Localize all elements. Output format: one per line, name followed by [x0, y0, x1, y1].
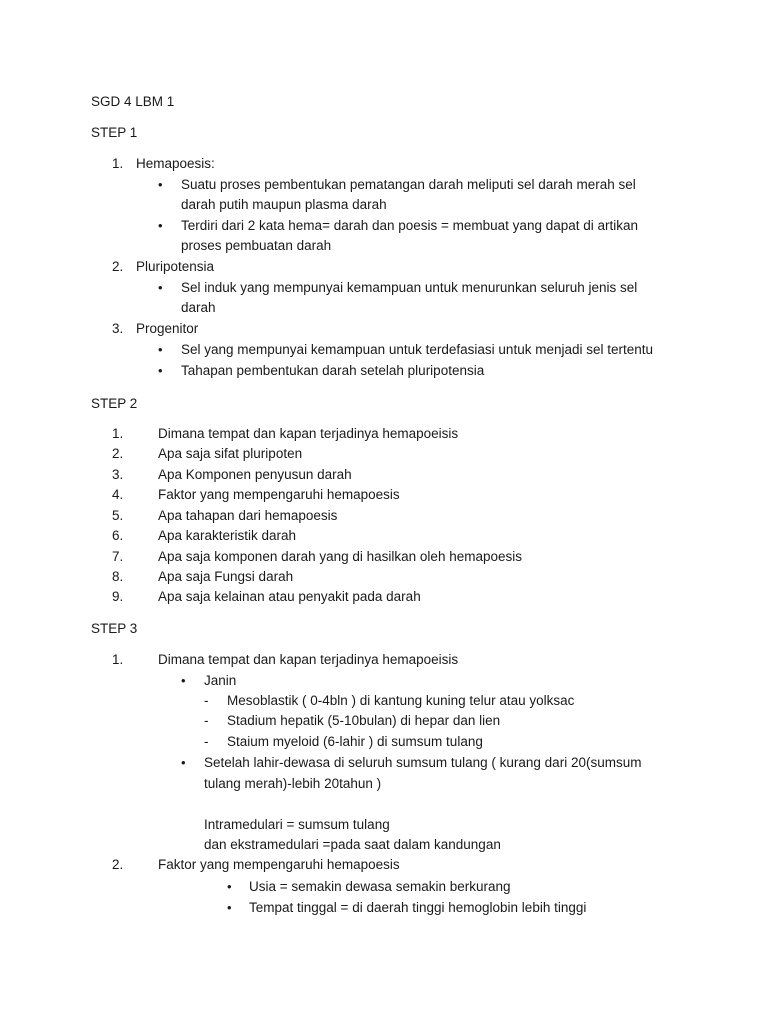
step3-item-number: 2. — [112, 857, 124, 872]
step2-item-number: 6. — [112, 528, 124, 543]
step2-item-text: Apa tahapan dari hemapoesis — [158, 508, 338, 523]
step2-item-text: Apa karakteristik darah — [158, 528, 297, 543]
bullet-text-continued: darah putih maupun plasma darah — [181, 197, 387, 212]
bullet-text: Suatu proses pembentukan pematangan darah meliputi sel darah merah sel — [181, 177, 636, 192]
bullet-icon: • — [227, 879, 232, 894]
step2-item-number: 8. — [112, 569, 124, 584]
step2-item-text: Dimana tempat dan kapan terjadinya hemapoeisis — [158, 426, 459, 441]
step2-item-text: Apa saja komponen darah yang di hasilkan oleh hemapoesis — [158, 549, 522, 564]
bullet-text: Sel induk yang mempunyai kemampuan untuk menurunkan seluruh jenis sel — [181, 280, 638, 295]
step2-item-number: 3. — [112, 467, 124, 482]
bullet-icon: • — [227, 900, 232, 915]
bullet-icon: • — [181, 673, 186, 688]
step1-item-number: 2. — [112, 259, 124, 274]
dash-icon: - — [204, 713, 209, 728]
bullet-text: Tempat tinggal = di daerah tinggi hemoglobin lebih tinggi — [249, 900, 587, 915]
step1-item-number: 3. — [112, 321, 124, 336]
step3-heading: STEP 3 — [91, 621, 138, 636]
step1-item-label: Hemapoesis: — [136, 156, 215, 171]
note-text: dan ekstramedulari =pada saat dalam kandungan — [204, 837, 501, 852]
bullet-text: Terdiri dari 2 kata hema= darah dan poesis = membuat yang dapat di artikan — [181, 218, 639, 233]
step2-item-number: 4. — [112, 487, 124, 502]
dash-text: Mesoblastik ( 0-4bln ) di kantung kuning telur atau yolksac — [227, 693, 575, 708]
janin-label: Janin — [204, 673, 237, 688]
step2-item-text: Apa saja kelainan atau penyakit pada darah — [158, 589, 421, 604]
step2-item-number: 9. — [112, 589, 124, 604]
step2-item-number: 7. — [112, 549, 124, 564]
step2-item-number: 5. — [112, 508, 124, 523]
bullet-icon: • — [181, 755, 186, 770]
dash-icon: - — [204, 693, 209, 708]
step3-item-text: Dimana tempat dan kapan terjadinya hemapoeisis — [158, 652, 459, 667]
bullet-icon: • — [158, 342, 163, 357]
step1-item-label: Pluripotensia — [136, 259, 215, 274]
setelah-text: Setelah lahir-dewasa di seluruh sumsum tulang ( kurang dari 20(sumsum — [204, 755, 642, 770]
bullet-text-continued: proses pembuatan darah — [181, 238, 332, 253]
bullet-text: Usia = semakin dewasa semakin berkurang — [249, 879, 511, 894]
step1-item-label: Progenitor — [136, 321, 199, 336]
bullet-text: Sel yang mempunyai kemampuan untuk terdefasiasi untuk menjadi sel tertentu — [181, 342, 654, 357]
step2-item-number: 2. — [112, 446, 124, 461]
step3-item-number: 1. — [112, 652, 124, 667]
step1-item-number: 1. — [112, 156, 124, 171]
note-text: Intramedulari = sumsum tulang — [204, 817, 390, 832]
document-title: SGD 4 LBM 1 — [91, 94, 175, 109]
setelah-text-continued: tulang merah)-lebih 20tahun ) — [204, 776, 382, 791]
step2-heading: STEP 2 — [91, 396, 138, 411]
step1-heading: STEP 1 — [91, 125, 138, 140]
step2-item-text: Apa saja Fungsi darah — [158, 569, 294, 584]
bullet-icon: • — [158, 280, 163, 295]
dash-text: Stadium hepatik (5-10bulan) di hepar dan lien — [227, 713, 501, 728]
dash-text: Staium myeloid (6-lahir ) di sumsum tulang — [227, 734, 483, 749]
dash-icon: - — [204, 734, 209, 749]
bullet-text: Tahapan pembentukan darah setelah pluripotensia — [181, 363, 485, 378]
step2-item-text: Apa saja sifat pluripoten — [158, 446, 303, 461]
bullet-text-continued: darah — [181, 300, 216, 315]
bullet-icon: • — [158, 218, 163, 233]
bullet-icon: • — [158, 363, 163, 378]
step2-item-number: 1. — [112, 426, 124, 441]
step2-item-text: Faktor yang mempengaruhi hemapoesis — [158, 487, 400, 502]
bullet-icon: • — [158, 177, 163, 192]
step3-item-text: Faktor yang mempengaruhi hemapoesis — [158, 857, 400, 872]
step2-item-text: Apa Komponen penyusun darah — [158, 467, 352, 482]
